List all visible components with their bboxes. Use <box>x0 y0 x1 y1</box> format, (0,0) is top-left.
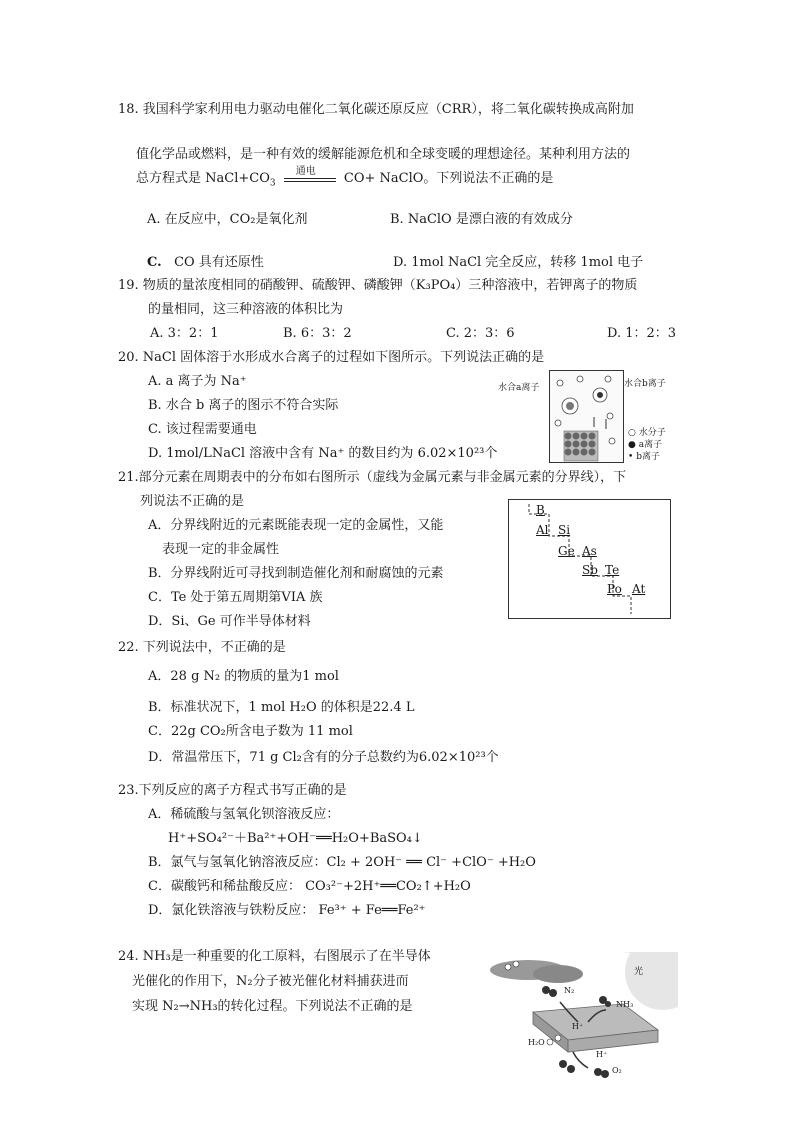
label-h-plus-2: H⁺ <box>596 1050 608 1059</box>
element-te: Te <box>605 563 620 577</box>
q18-option-d: D. 1mol NaCl 完全反应，转移 1mol 电子 <box>393 255 644 270</box>
q24-line1: 24. NH₃是一种重要的化工原料，右图展示了在半导体 <box>118 949 431 964</box>
label-h-plus-1: H⁺ <box>572 1022 584 1031</box>
q21-option-b: B．分界线附近可寻找到制造催化剂和耐腐蚀的元素 <box>148 566 444 581</box>
q20-option-c: C. 该过程需要通电 <box>148 422 257 437</box>
hydrated-ions-figure <box>494 370 679 465</box>
beaker <box>549 370 624 463</box>
q22-line1: 22. 下列说法中，不正确的是 <box>118 640 286 655</box>
legend-b-ion <box>628 449 660 462</box>
q18-eq-left: 总方程式是 NaCl+CO <box>136 171 270 186</box>
q24-line2: 光催化的作用下，N₂分子被光催化材料捕获进而 <box>132 974 409 989</box>
q23-option-a: A．稀硫酸与氢氧化钡溶液反应： <box>148 807 340 822</box>
photocatalysis-drawing <box>488 952 678 1082</box>
q21-option-d: D．Si、Ge 可作半导体材料 <box>148 614 311 629</box>
q19-line2: 的量相同，这三种溶液的体积比为 <box>148 302 344 317</box>
q21-option-a-2: 表现一定的非金属性 <box>162 542 280 557</box>
q18-option-b: B. NaClO 是漂白液的有效成分 <box>390 212 573 227</box>
element-at: At <box>632 582 646 596</box>
label-nh3: NH₃ <box>616 1000 634 1009</box>
q18-option-c <box>147 254 264 272</box>
element-as: As <box>582 544 597 558</box>
q20-option-b: B. 水合 b 离子的图示不符合实际 <box>148 398 339 413</box>
q19-option-a: A. 3：2：1 <box>150 326 219 341</box>
q21-option-c: C．Te 处于第五周期第VIA 族 <box>148 590 323 605</box>
q20-option-a: A. a 离子为 Na⁺ <box>148 374 247 389</box>
element-b: B <box>536 503 545 517</box>
label-hydrated-a: 水合a离子 <box>498 383 540 393</box>
q23-option-b: B．氯气与氢氧化钠溶液反应：Cl₂ + 2OH⁻ ══ Cl⁻ +ClO⁻ +H₂O <box>148 855 536 870</box>
legend-a-label: a离子 <box>638 440 663 450</box>
q18-equation-line <box>136 165 554 193</box>
label-n2: N₂ <box>564 986 575 995</box>
photocatalysis-figure <box>488 952 678 1082</box>
q18-option-a: A. 在反应中，CO₂是氧化剂 <box>147 212 308 227</box>
label-hydrated-b: 水合b离子 <box>624 379 666 389</box>
q18-line1: 18. 我国科学家利用电力驱动电催化二氧化碳还原反应（CRR），将二氧化碳转换成高附加 <box>118 102 634 117</box>
q18-line2: 值化学品或燃料，是一种有效的缓解能源危机和全球变暖的理想途径。某种利用方法的 <box>136 147 631 162</box>
element-ge: Ge <box>558 544 575 558</box>
b-ion-icon: • <box>628 452 634 462</box>
label-o2: O₂ <box>612 1066 622 1075</box>
water-molecule-icon: ○ <box>628 428 636 438</box>
element-po: Po <box>607 582 622 596</box>
q22-option-b: B．标准状况下，1 mol H₂O 的体积是22.4 L <box>148 700 415 715</box>
q23-option-c: C．碳酸钙和稀盐酸反应： CO₃²⁻+2H⁺══CO₂↑+H₂O <box>148 879 471 894</box>
q23-option-a-equation: H⁺+SO₄²⁻＋Ba²⁺+OH⁻══H₂O+BaSO₄↓ <box>168 831 423 846</box>
legend-b-label: b离子 <box>636 452 660 462</box>
q21-line2: 列说法不正确的是 <box>140 494 245 509</box>
beaker-contents <box>550 371 623 462</box>
q20-option-d: D. 1mol/LNaCl 溶液中含有 Na⁺ 的数目约为 6.02×10²³个 <box>148 446 498 461</box>
q19-line1: 19. 物质的量浓度相同的硝酸钾、硫酸钾、磷酸钾（K₃PO₄）三种溶液中，若钾离子的物质 <box>118 278 638 293</box>
q22-option-a: A．28 g N₂ 的物质的量为1 mol <box>148 669 339 684</box>
q18-option-c-label: C. <box>147 255 162 270</box>
q18-option-c-text: CO 具有还原性 <box>174 255 264 270</box>
q20-line1: 20. NaCl 固体溶于水形成水合离子的过程如下图所示。下列说法正确的是 <box>118 350 545 365</box>
q23-option-d: D．氯化铁溶液与铁粉反应： Fe³⁺ + Fe══Fe²⁺ <box>148 903 426 918</box>
q18-eq-condition: 通电 <box>295 165 316 177</box>
q18-eq-sub: 3 <box>269 178 276 189</box>
q22-option-d: D．常温常压下，71 g Cl₂含有的分子总数约为6.02×10²³个 <box>148 750 499 765</box>
metal-nonmetal-boundary <box>509 500 670 618</box>
q22-option-c: C．22g CO₂所含电子数为 11 mol <box>148 724 353 739</box>
q23-line1: 23.下列反应的离子方程式书写正确的是 <box>118 783 347 798</box>
label-light: 光 <box>634 967 644 977</box>
label-h2o: H₂O <box>528 1038 545 1047</box>
q18-eq-arrow <box>284 165 336 186</box>
q19-option-c: C. 2：3：6 <box>446 326 515 341</box>
a-ion-icon: ● <box>628 440 636 450</box>
legend-water-label: 水分子 <box>638 428 666 438</box>
q18-eq-right: CO+ NaClO。下列说法不正确的是 <box>343 171 554 186</box>
element-al: Al <box>536 523 549 537</box>
q21-line1: 21.部分元素在周期表中的分布如右图所示（虚线为金属元素与非金属元素的分界线），下 <box>118 470 627 485</box>
periodic-table-figure <box>508 499 671 619</box>
q19-option-d: D. 1：2：3 <box>607 326 677 341</box>
element-sb: Sb <box>582 563 598 577</box>
q24-line3: 实现 N₂→NH₃的转化过程。下列说法不正确的是 <box>132 999 413 1014</box>
element-si: Si <box>558 523 571 537</box>
q21-option-a-1: A．分界线附近的元素既能表现一定的金属性，又能 <box>148 518 444 533</box>
q19-option-b: B. 6：3：2 <box>283 326 352 341</box>
